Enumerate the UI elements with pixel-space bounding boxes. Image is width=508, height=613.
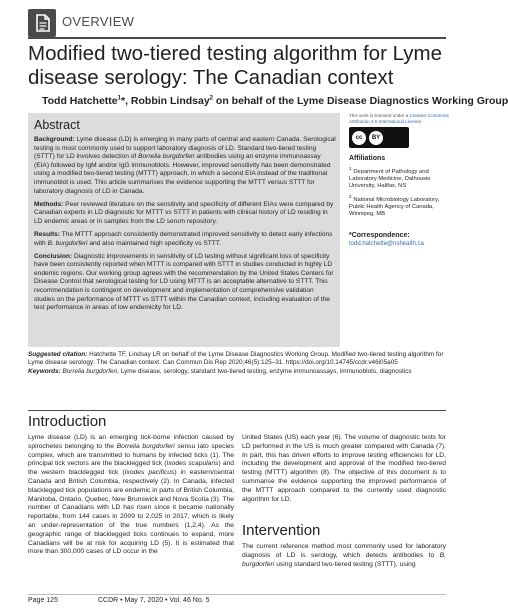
abstract-box [28, 113, 340, 347]
results-label: Results: [34, 230, 61, 238]
correspondence-email[interactable]: todd.hatchette@nshealth.ca [349, 241, 424, 248]
introduction-paragraph-1 [28, 434, 234, 557]
citation-block [28, 351, 446, 376]
license-link[interactable]: Creative Commons Attribution 4.0 International License [349, 113, 449, 124]
footer-rule [28, 594, 446, 595]
results-species: B. burgdorferi [47, 239, 88, 247]
section-label: OVERVIEW [62, 14, 135, 29]
intro-species-1: Borrelia burgdorferi [116, 442, 175, 450]
journal-info: CCDR • May 7, 2020 • Vol. 46 No. 5 [98, 597, 210, 604]
intro-text-b: sensu lato species complex, which are transmitted to humans by infected ticks (1). The principal tick vectors are the blacklegged tick ( [28, 442, 234, 468]
abstract-methods [34, 201, 336, 227]
sidebar [349, 113, 449, 247]
cc-by-logo[interactable] [349, 127, 409, 148]
author-2-affiliation: 2 [209, 95, 214, 102]
intro-text-d: ) in eastern/central Canada and British Columbia, respectively (2). In Canada, infected blacklegged tick populations are endemic in parts of British Columbia, Manitoba, Ontario, Quebec, New Brunswick and Nova Scotia (3). The number of Canadians with LD has risen since it became nationally reportable, from 144 cases in 2009 to 2,025 in 2017, which is likely an under-representation of the true numbers (1,2,4). As the geographic range of blacklegged ticks continues to expand, more Canadians will be at risk for acquiring LD (5). It is estimated that more than 300,000 cases of LD occur in the [28, 469, 234, 556]
author-1-affiliation: 1 [117, 95, 121, 102]
conclusion-text: Diagnostic improvements in sensitivity of LD testing without significant loss of specificity have been consistently reported when MTTT is compared with STTT in studies conducted in highly LD endemic regions. Our working group agrees with the recommendation by the United States Centers for Disease Control that serological testing for LD using MTTT is an acceptable alternative to STTT. This recommendation is contingent on development and implementation of comprehensive validation studies on the performance of MTTT vs STTT within the Canadian context, including evaluation of the test performance in areas of low endemicity for LD. [34, 252, 334, 312]
intervention-species: B. burgdorferi [242, 551, 446, 568]
article-title: Modified two-tiered testing algorithm for Lyme disease serology: The Canadian context [28, 42, 442, 89]
license-text: This work is licensed under a [349, 113, 410, 118]
intervention-text-b: using standard two-tiered testing (STTT), using [274, 560, 416, 568]
correspondence-heading: *Correspondence: [349, 232, 410, 240]
license-notice [349, 113, 449, 124]
author-2: Robbin Lindsay [130, 95, 210, 107]
introduction-column-left [28, 434, 234, 561]
background-species: Borrelia burgdorferi [138, 153, 195, 161]
header-rule [28, 37, 446, 39]
intro-text-c: ) and the western blacklegged tick ( [28, 460, 234, 477]
background-label: Background: [34, 136, 75, 143]
author-1: Todd Hatchette [42, 95, 118, 107]
keywords-label: Keywords: [28, 367, 61, 375]
affiliation-1-number: 1 [349, 167, 352, 173]
background-text: Lyme disease (LD) is emerging in many parts of central and eastern Canada. Serological testing is most commonly used to support laboratory diagnosis of LD. Standard two-tiered testing (STTT) for LD involves detection of [34, 136, 336, 161]
intervention-heading: Intervention [242, 522, 321, 539]
affiliation-2 [349, 194, 449, 218]
page-number: Page 125 [28, 597, 58, 604]
by-badge: BY [369, 131, 383, 145]
document-icon [28, 9, 56, 37]
intro-species-3: Ixodes pacificus [124, 469, 175, 477]
results-text: The MTTT approach consistently demonstrated improved sensitivity to detect early infections with [34, 230, 333, 247]
intervention-column [242, 543, 446, 573]
results-text-cont: and also maintained high specificity vs STTT. [87, 239, 221, 247]
methods-label: Methods: [34, 200, 64, 208]
background-text-cont: antibodies using an enzyme immunoassay (EIA) followed by IgM and/or IgG immunoblots. However, improved sensitivity has been demonstrated using a modified two-tiered testing (MTTT) approach, in which a second EIA instead of the traditional immunoblot is used. This article summarises the evidence supporting the MTTT versus STTT for laboratory diagnosis of LD in Canada. [34, 153, 331, 195]
correspondence-star: * [120, 95, 126, 107]
introduction-heading: Introduction [28, 413, 107, 430]
abstract-heading: Abstract [34, 118, 80, 132]
intervention-paragraph-1 [242, 543, 446, 569]
abstract-results [34, 231, 336, 248]
suggested-citation-label: Suggested citation: [28, 351, 88, 358]
abstract-conclusion [34, 253, 336, 313]
keywords-species: Borrelia burgdorferi [62, 367, 118, 375]
cc-badge: cc [352, 131, 366, 145]
intro-species-2: Ixodes scapularis [166, 460, 219, 468]
abstract-background [34, 136, 336, 196]
affiliation-1 [349, 166, 449, 190]
methods-text: Peer reviewed literature on the sensitivity and specificity of different EIAs were compared by Canadian experts in LD diagnostic for MTTT vs STTT in patients with clinical history of LD residing in LD endemic areas or in samples from the LD serum repository. [34, 200, 334, 225]
header-bar [0, 0, 474, 34]
suggested-citation [28, 351, 446, 368]
affiliation-1-text: Department of Pathology and Laboratory Medicine, Dalhousie University, Halifax, NS [349, 169, 431, 190]
introduction-column-right [242, 434, 446, 508]
keywords [28, 368, 446, 376]
abstract-body [34, 136, 336, 317]
introduction-paragraph-2: United States (US) each year (6). The volume of diagnostic tests for LD performed in the US is much greater compared with Canada (7). In part, this has driven efforts to improve testing efficiencies for LD, including the development and approval of the modified two-tiered testing (MTTT) algorithm (8). The objective of this document is to summarise the evidence supporting the improved performance of the MTTT approach compared to the currently used diagnostic algorithm for LD. [242, 434, 446, 503]
affiliation-2-number: 2 [349, 195, 352, 201]
license-end: . [421, 118, 423, 124]
affiliation-2-text: National Microbiology Laboratory, Public Health Agency of Canada, Winnipeg, MB [349, 197, 440, 218]
intervention-text-a: The current reference method most commonly used for laboratory diagnosis of LD is serology, which detects antibodies to [242, 543, 446, 559]
conclusion-label: Conclusion: [34, 252, 73, 260]
suggested-citation-text: Hatchette TF, Lindsay LR on behalf of the Lyme Disease Diagnostics Working Group. Modified two-tiered testing algorithm for Lyme disease serology: The Canadian context. Can Commun Dis Rep 2020;46(5):125–31. https://doi.org/10.14745/ccdr.v46i05a05 [28, 351, 444, 367]
working-group: on behalf of the Lyme Disease Diagnostics Working Group [213, 95, 508, 107]
keywords-text: , Lyme disease, serology, standard two-tiered testing, enzyme immunoassays, immunoblots, diagnostics [117, 367, 412, 375]
citation-rule [28, 410, 446, 411]
intro-text-a: Lyme disease (LD) is an emerging tick-borne infection caused by spirochetes belonging to the [28, 434, 234, 450]
affiliations-heading: Affiliations [349, 155, 386, 163]
author-line: Todd Hatchette$^1$*, Robbin Lindsay$^2$ on behalf of the Lyme Disease Diagnostics Working Group [42, 95, 508, 107]
